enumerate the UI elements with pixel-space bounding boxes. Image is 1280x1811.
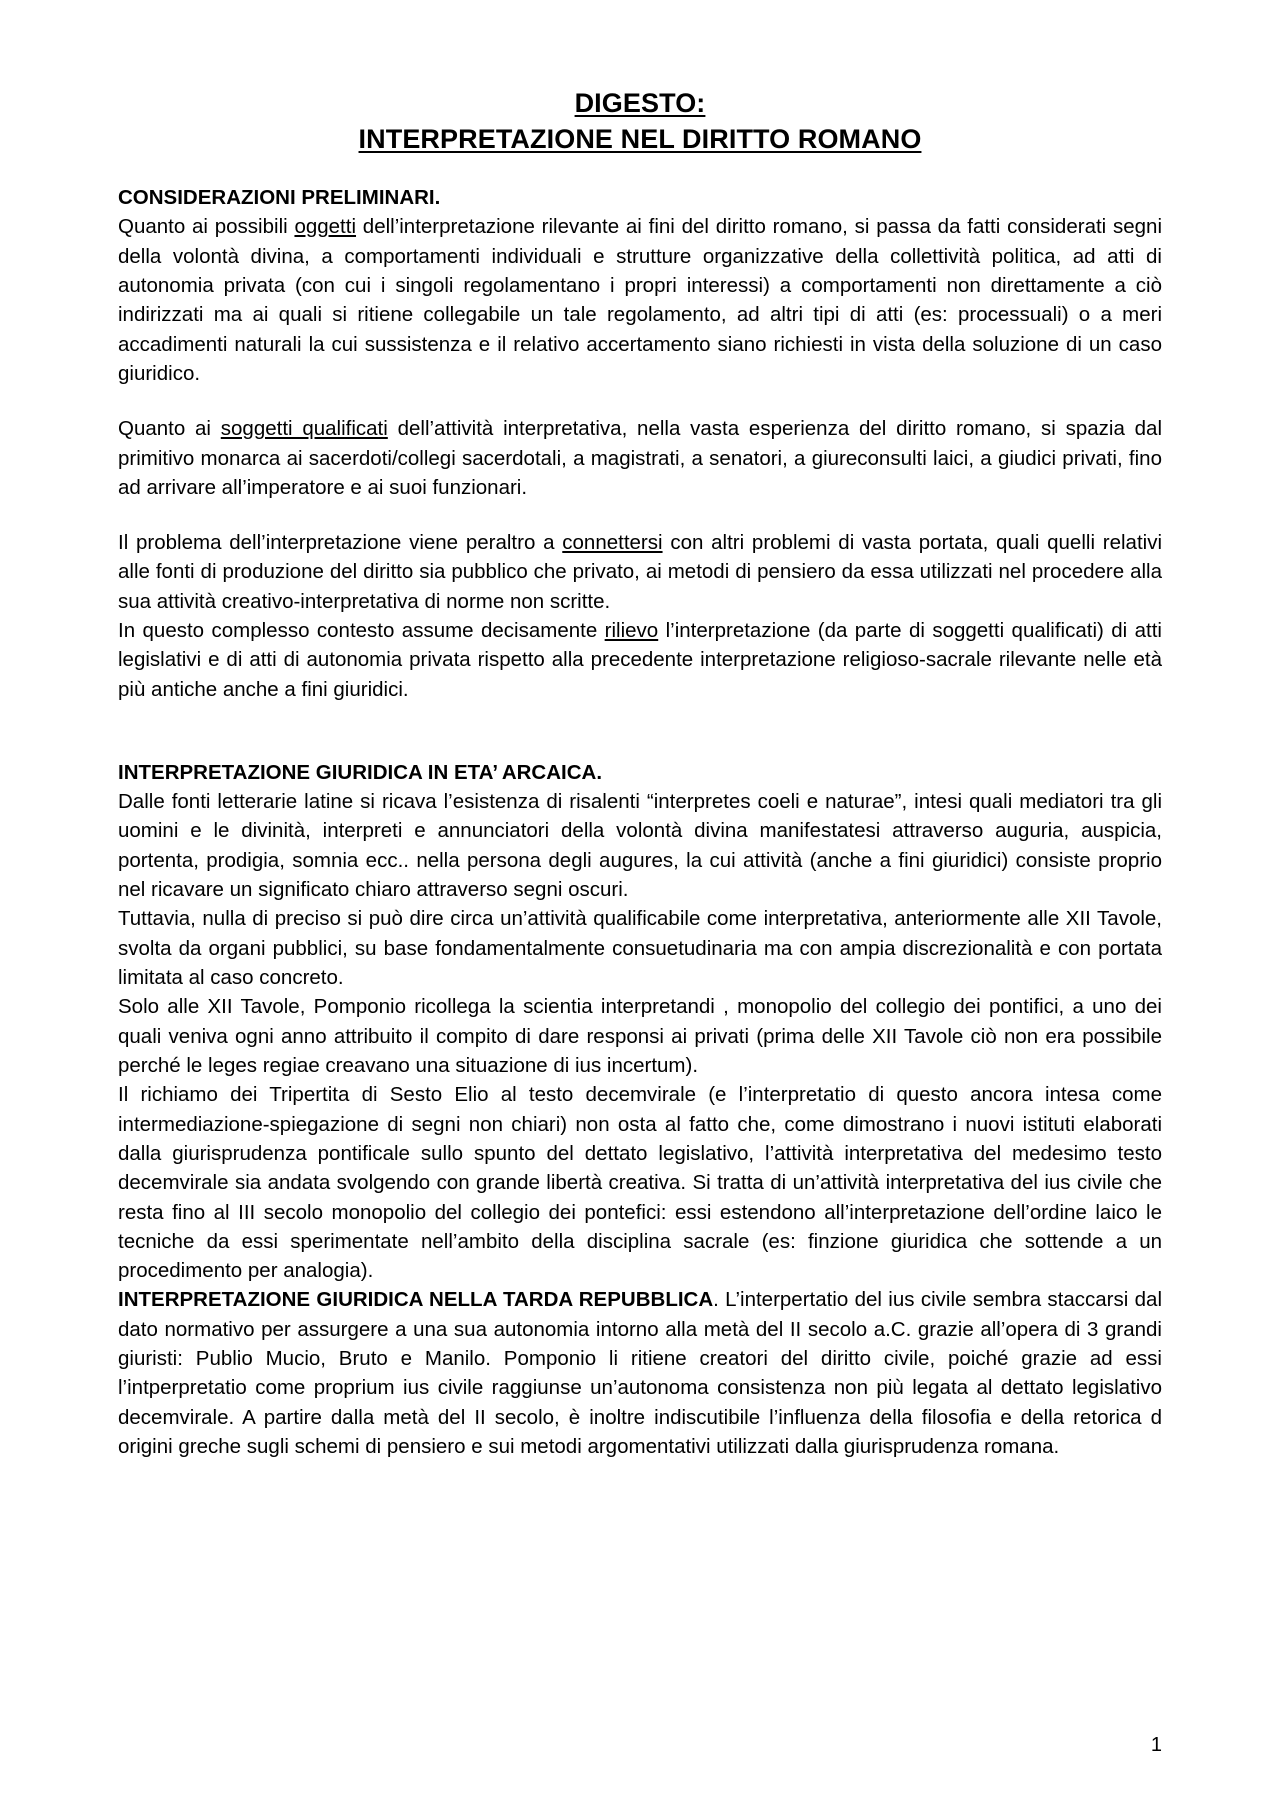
paragraph-tarda-repubblica-text: . L’interpertatio del ius civile sembra staccarsi dal dato normativo per assurgere a una sua autonomia intorno alla metà del II secolo a.C. grazie all’opera di 3 grandi giuristi: Publio Mucio, Bruto e Manilo. Pomponio li ritiene creatori del diritto civile, poiché grazie ad essi l’intperpretatio come proprium ius civile raggiunse un’autonoma consistenza non più legata al dettato legislativo decemvirale. A partire dalla metà del II secolo, è inoltre indiscutibile l’influenza della filosofia e della retorica d origini greche sugli schemi di pensiero e sui metodi argomentativi utilizzati dalla giurisprudenza romana. (118, 1288, 1162, 1459)
section-interpretazione-tarda-repubblica (118, 1285, 1162, 1461)
paragraph-xii-tavole-consuetudinaria: Tuttavia, nulla di preciso si può dire circa un’attività qualificabile come interpretativa, anteriormente alle XII Tavole, svolta da organi pubblici, su base fondamentalmente consuetudinaria ma con ampia discrezionalità e con portata limitata al caso concreto. (118, 907, 1162, 990)
paragraph-soggetti-post: dell’attività interpretativa, nella vasta esperienza del diritto romano, si spazia dal primitivo monarca ai sacerdoti/collegi sacerdotali, a magistrati, a senatori, a giureconsulti laici, a giudici privati, fino ad arrivare all’imperatore e ai suoi funzionari. (118, 417, 1162, 499)
section-heading-eta-arcaica (118, 758, 1162, 787)
paragraph-interpretes-coeli: Dalle fonti letterarie latine si ricava l’esistenza di risalenti “interpretes coeli e naturae”, intesi quali mediatori tra gli uomini e le divinità, interpreti e annunciatori della volontà divina manifestatesi attraverso auguria, auspicia, portenta, prodigia, somnia ecc.. nella persona degli augures, la cui attività (anche a fini giuridici) consiste proprio nel ricavare un significato chiaro attraverso segni oscuri. (118, 790, 1162, 902)
section-heading-tarda-repubblica: INTERPRETAZIONE GIURIDICA NELLA TARDA REPUBBLICA (118, 1288, 714, 1312)
document-title-line-1 (118, 86, 1162, 122)
paragraph-spacer (118, 388, 1162, 414)
section-heading-preliminari: CONSIDERAZIONI PRELIMINARI. (118, 186, 441, 210)
section-interpretazione-eta-arcaica (118, 758, 1162, 1285)
underlined-term-rilievo: rilievo (604, 619, 659, 643)
document-title-line-2 (118, 122, 1162, 158)
underlined-term-connettersi: connettersi (562, 531, 663, 555)
section-heading-eta-arcaica-text: INTERPRETAZIONE GIURIDICA IN ETA’ ARCAICA (118, 761, 597, 785)
paragraph-tarda-repubblica (118, 1285, 1162, 1461)
paragraph-connettersi (118, 528, 1162, 616)
paragraph-spacer (118, 502, 1162, 528)
underlined-term-soggetti-qualificati: soggetti qualificati (220, 417, 388, 441)
paragraph-tripertita-sesto-elio: Il richiamo dei Tripertita di Sesto Elio al testo decemvirale (e l’interpretatio di questo ancora intesa come intermediazione-spiegazione di segni non chiari) non osta al fatto che, come dimostrano i nuovi istituti elaborati dalla giurisprudenza pontificale sullo spunto del dettato legislativo, l’attività interpretativa del medesimo testo decemvirale sia andata svolgendo con grande libertà creativa. Si tratta di un’attività interpretativa del ius civile che resta fino al III secolo monopolio del collegio dei pontefici: essi estendono all’interpretazione dell’ordine laico le tecniche da essi sperimentate nell’ambito della disciplina sacrale (es: finzione giuridica che sottende a un procedimento per analogia). (118, 1083, 1162, 1283)
paragraph-soggetti-pre: Quanto ai (118, 417, 221, 441)
section-spacer (118, 704, 1162, 758)
paragraph-rilievo-pre: In questo complesso contesto assume decisamente (118, 619, 605, 643)
paragraph-connettersi-pre: Il problema dell’interpretazione viene peraltro a (118, 531, 563, 555)
document-title-line-2-text: INTERPRETAZIONE NEL DIRITTO ROMANO (358, 123, 922, 154)
paragraph-connettersi-post: con altri problemi di vasta portata, quali quelli relativi alle fonti di produzione del diritto sia pubblico che privato, ai metodi di pensiero da essa utilizzati nel procedere alla sua attività creativo-interpretativa di norme non scritte. (118, 531, 1162, 613)
paragraph-rilievo (118, 616, 1162, 704)
section-heading-eta-arcaica-period: . (596, 761, 603, 785)
document-title-line-1-text: DIGESTO: (574, 88, 706, 118)
paragraph-rilievo-post: l’interpretazione (da parte di soggetti qualificati) di atti legislativi e di atti di autonomia privata rispetto alla precedente interpretazione religioso-sacrale rilevante nelle età più antiche anche a fini giuridici. (118, 619, 1162, 701)
underlined-term-oggetti: oggetti (294, 215, 357, 239)
paragraph-soggetti-qualificati (118, 414, 1162, 502)
paragraph-oggetti (118, 212, 1162, 388)
paragraph-oggetti-pre: Quanto ai possibili (118, 215, 295, 239)
paragraph-pomponio-scientia-interpretandi: Solo alle XII Tavole, Pomponio ricollega la scientia interpretandi , monopolio del collegio dei pontifici, a uno dei quali veniva ogni anno attribuito il compito di dare responsi ai privati (prima delle XII Tavole ciò non era possibile perché le leges regiae creavano una situazione di ius incertum). (118, 995, 1162, 1077)
page-number: 1 (1150, 1734, 1162, 1756)
document-title-block (118, 86, 1162, 157)
section-consideraizoni-preliminari (118, 183, 1162, 704)
paragraph-oggetti-post: dell’interpretazione rilevante ai fini del diritto romano, si passa da fatti considerati segni della volontà divina, a comportamenti individuali e strutture organizzative della collettività politica, ad atti di autonomia privata (con cui i singoli regolamentano i propri interessi) a comportamenti non direttamente a ciò indirizzati ma ai quali si ritiene collegabile un tale regolamento, ad altri tipi di atti (es: processuali) o a meri accadimenti naturali la cui sussistenza e il relativo accertamento siano richiesti in vista della soluzione di un caso giuridico. (118, 215, 1162, 385)
